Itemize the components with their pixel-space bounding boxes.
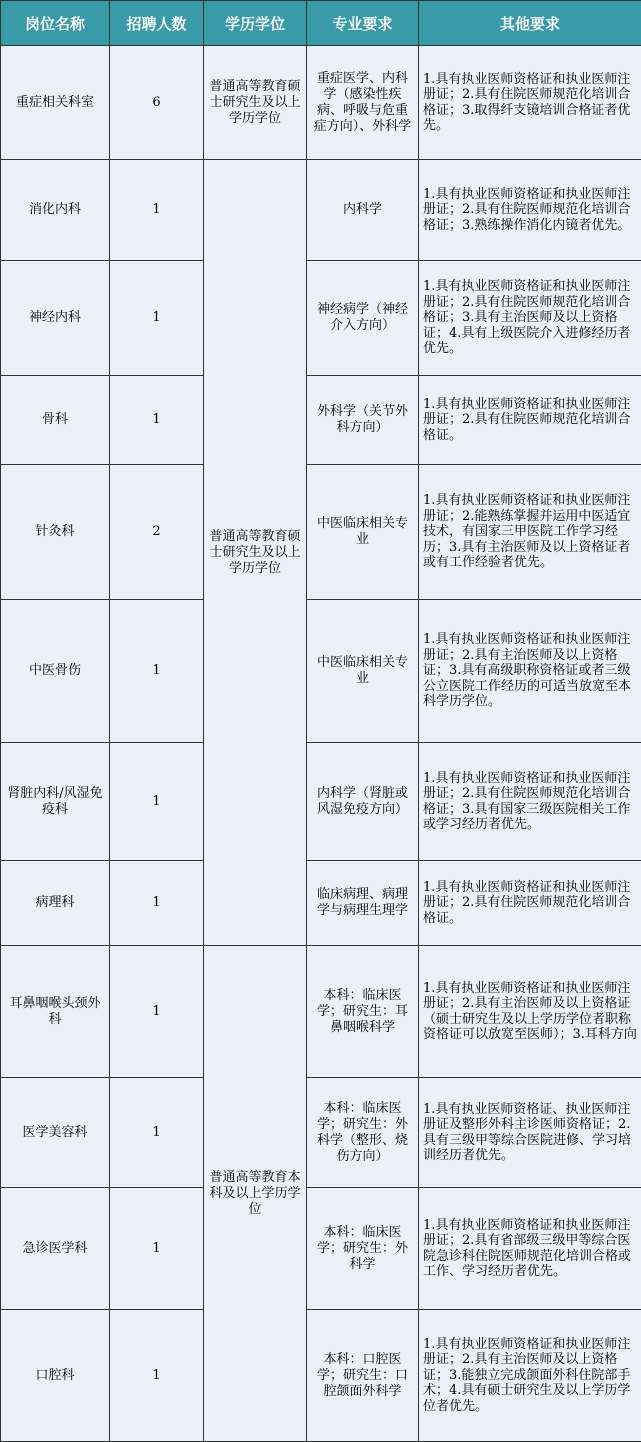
header-major: 专业要求	[307, 1, 419, 46]
position-name: 神经内科	[1, 261, 110, 376]
position-name: 病理科	[1, 861, 110, 946]
table-row	[1, 261, 641, 376]
major-requirement: 外科学（关节外科方向）	[307, 376, 419, 465]
recruit-count: 1	[110, 946, 204, 1078]
major-requirement: 中医临床相关专业	[307, 600, 419, 743]
position-name: 骨科	[1, 376, 110, 465]
education-requirement: 普通高等教育硕士研究生及以上学历学位	[204, 46, 307, 160]
position-name: 口腔科	[1, 1310, 110, 1442]
position-name: 耳鼻咽喉头颈外科	[1, 946, 110, 1078]
recruit-count: 2	[110, 465, 204, 600]
position-name: 重症相关科室	[1, 46, 110, 160]
table-row	[1, 861, 641, 946]
other-requirement: 1.具有执业医师资格证和执业医师注册证；2.具有主治医师及以上资格证（硕士研究生及以上学历学位者职称资格证可以放宽至医师）；3.耳科方向	[419, 946, 641, 1078]
position-name: 肾脏内科/风湿免疫科	[1, 743, 110, 861]
table-row	[1, 600, 641, 743]
header-position: 岗位名称	[1, 1, 110, 46]
table-row	[1, 465, 641, 600]
recruit-count: 1	[110, 861, 204, 946]
major-requirement: 本科：临床医学；研究生：耳鼻咽喉科学	[307, 946, 419, 1078]
recruit-count: 1	[110, 1310, 204, 1442]
recruit-count: 1	[110, 743, 204, 861]
recruit-count: 1	[110, 1078, 204, 1188]
other-requirement: 1.具有执业医师资格证和执业医师注册证；2.具有住院医师规范化培训合格证。	[419, 861, 641, 946]
other-requirement: 1.具有执业医师资格证和执业医师注册证；2.具有住院医师规范化培训合格证；3.熟练操作消化内镜者优先。	[419, 160, 641, 261]
table-row	[1, 743, 641, 861]
major-requirement: 神经病学（神经介入方向）	[307, 261, 419, 376]
recruit-count: 1	[110, 600, 204, 743]
position-name: 针灸科	[1, 465, 110, 600]
major-requirement: 内科学	[307, 160, 419, 261]
education-requirement: 普通高等教育硕士研究生及以上学历学位	[204, 160, 307, 946]
table-row	[1, 160, 641, 261]
major-requirement: 本科：临床医学；研究生：外科学	[307, 1188, 419, 1310]
other-requirement: 1.具有执业医师资格证、执业医师注册证及整形外科主诊医师资格证；2.具有三级甲等综合医院进修、学习培训经历者优先。	[419, 1078, 641, 1188]
header-education: 学历学位	[204, 1, 307, 46]
header-row	[1, 1, 641, 46]
header-count: 招聘人数	[110, 1, 204, 46]
table-row	[1, 1078, 641, 1188]
table-row	[1, 376, 641, 465]
recruit-count: 1	[110, 160, 204, 261]
education-requirement: 普通高等教育本科及以上学历学位	[204, 946, 307, 1442]
major-requirement: 本科：临床医学；研究生：外科学（整形、烧伤方向）	[307, 1078, 419, 1188]
table-row	[1, 1310, 641, 1442]
position-name: 消化内科	[1, 160, 110, 261]
header-other: 其他要求	[419, 1, 641, 46]
major-requirement: 本科：口腔医学；研究生：口腔颌面外科学	[307, 1310, 419, 1442]
recruit-count: 6	[110, 46, 204, 160]
major-requirement: 临床病理、病理学与病理生理学	[307, 861, 419, 946]
other-requirement: 1.具有执业医师资格证和执业医师注册证；2.具有省部级三级甲等综合医院急诊科住院医师规范化培训合格或工作、学习经历者优先。	[419, 1188, 641, 1310]
table-row	[1, 946, 641, 1078]
other-requirement: 1.具有执业医师资格证和执业医师注册证；2.具有住院医师规范化培训合格证；3.取得纤支镜培训合格证者优先。	[419, 46, 641, 160]
recruit-count: 1	[110, 376, 204, 465]
other-requirement: 1.具有执业医师资格证和执业医师注册证；2.具有主治医师及以上资格证；3.具有高级职称资格证或者三级公立医院工作经历的可适当放宽至本科学历学位。	[419, 600, 641, 743]
major-requirement: 内科学（肾脏或风湿免疫方向）	[307, 743, 419, 861]
major-requirement: 中医临床相关专业	[307, 465, 419, 600]
other-requirement: 1.具有执业医师资格证和执业医师注册证；2.具有住院医师规范化培训合格证。	[419, 376, 641, 465]
recruit-count: 1	[110, 1188, 204, 1310]
recruit-count: 1	[110, 261, 204, 376]
other-requirement: 1.具有执业医师资格证和执业医师注册证；2.具有住院医师规范化培训合格证；3.具有国家三级医院相关工作或学习经历者优先。	[419, 743, 641, 861]
position-name: 急诊医学科	[1, 1188, 110, 1310]
other-requirement: 1.具有执业医师资格证和执业医师注册证；2.具有主治医师及以上资格证；3.能独立完成颌面外科住院部手术；4.具有硕士研究生及以上学历学位者优先。	[419, 1310, 641, 1442]
table-row	[1, 1188, 641, 1310]
other-requirement: 1.具有执业医师资格证和执业医师注册证；2.具有住院医师规范化培训合格证；3.具有主治医师及以上资格证；4.具有上级医院介入进修经历者优先。	[419, 261, 641, 376]
position-name: 医学美容科	[1, 1078, 110, 1188]
position-name: 中医骨伤	[1, 600, 110, 743]
major-requirement: 重症医学、内科学（感染性疾病、呼吸与危重症方向）、外科学	[307, 46, 419, 160]
table-row	[1, 46, 641, 160]
other-requirement: 1.具有执业医师资格证和执业医师注册证；2.能熟练掌握并运用中医适宜技术，有国家三甲医院工作学习经历；3.具有主治医师及以上资格证者或有工作经验者优先。	[419, 465, 641, 600]
